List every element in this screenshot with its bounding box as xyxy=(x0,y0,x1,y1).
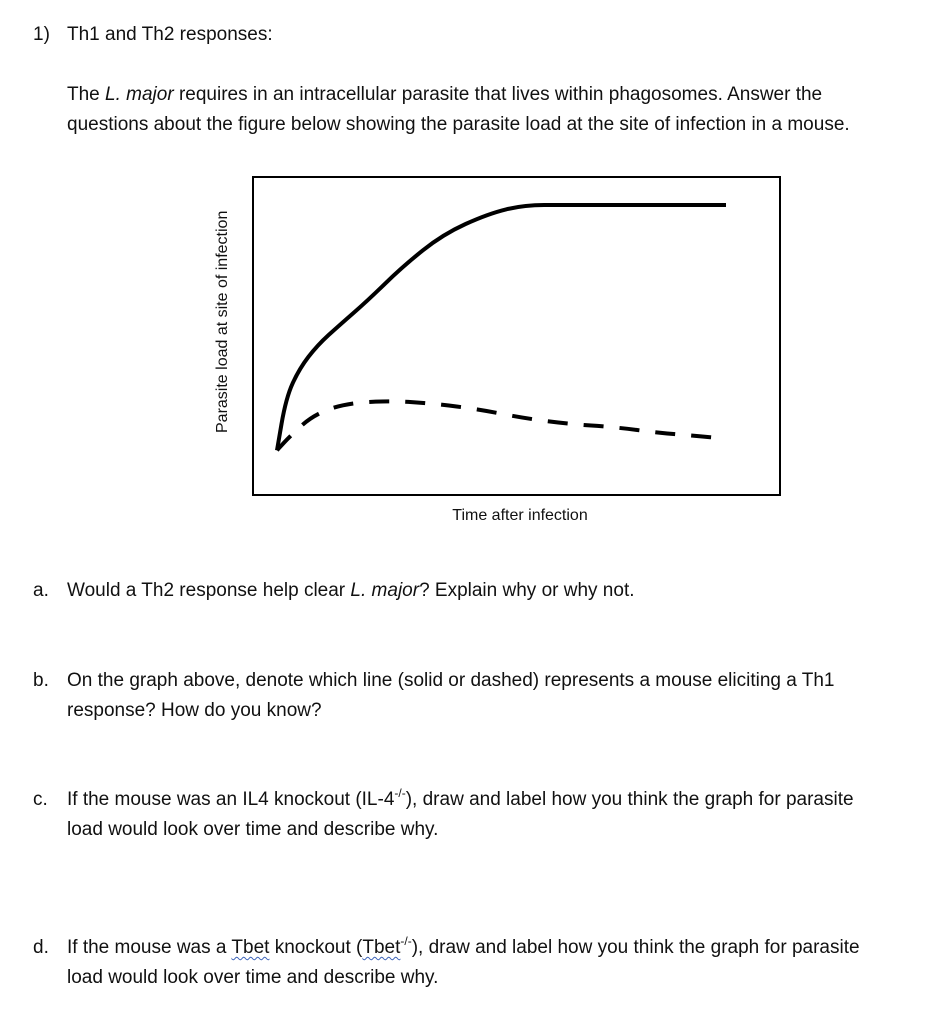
question-d-post: ), draw and label how you think the graph for parasite xyxy=(411,937,860,958)
section-number: 1) xyxy=(33,24,50,45)
question-c-text xyxy=(67,785,854,845)
question-b-text xyxy=(67,666,835,726)
question-d-mid: knockout ( xyxy=(269,937,363,958)
question-d-line-2: load would look over time and describe why. xyxy=(67,967,439,988)
question-c xyxy=(33,785,923,845)
question-d-tbet-2: Tbet xyxy=(362,937,401,958)
question-d-pre: If the mouse was a xyxy=(67,937,232,958)
series-line-dashed xyxy=(277,401,726,450)
section-title: Th1 and Th2 responses: xyxy=(67,24,273,45)
question-a-text xyxy=(67,576,635,606)
question-c-line-1 xyxy=(67,785,854,815)
question-d-text xyxy=(67,933,860,993)
question-a-pre: Would a Th2 response help clear xyxy=(67,580,351,601)
intro-line1-pre: The xyxy=(67,84,106,105)
question-d xyxy=(33,933,933,993)
question-c-line-2: load would look over time and describe why. xyxy=(67,819,439,840)
series-line-solid xyxy=(277,205,726,450)
intro-line1-post: requires in an intracellular parasite that lives within phagosomes. Answer the xyxy=(173,84,823,105)
question-a-species: L. major xyxy=(350,580,420,601)
question-c-post: ), draw and label how you think the graph for parasite xyxy=(405,789,854,810)
question-b-line-1: On the graph above, denote which line (solid or dashed) represents a mouse eliciting a Th1 xyxy=(67,670,835,691)
question-d-line-1 xyxy=(67,933,860,963)
chart-series-layer xyxy=(277,205,726,450)
chart-y-axis-label: Parasite load at site of infection xyxy=(214,210,231,433)
question-c-letter: c. xyxy=(33,789,48,810)
question-c-pre: If the mouse was an IL4 knockout (IL-4 xyxy=(67,789,395,810)
chart-x-axis-label: Time after infection xyxy=(452,507,588,524)
question-d-letter: d. xyxy=(33,937,49,958)
question-b xyxy=(33,666,913,726)
question-b-letter: b. xyxy=(33,670,49,691)
question-c-superscript: -/- xyxy=(394,785,406,800)
question-d-superscript: -/- xyxy=(400,933,412,948)
question-a-letter: a. xyxy=(33,580,49,601)
question-d-tbet: Tbet xyxy=(231,937,270,958)
intro-species-name: L. major xyxy=(105,84,174,105)
question-a-post: ? Explain why or why not. xyxy=(419,580,635,601)
intro-line-2: questions about the figure below showing the parasite load at the site of infection in a mouse. xyxy=(67,114,850,135)
question-b-line-2: response? How do you know? xyxy=(67,700,322,721)
question-a xyxy=(33,576,913,606)
